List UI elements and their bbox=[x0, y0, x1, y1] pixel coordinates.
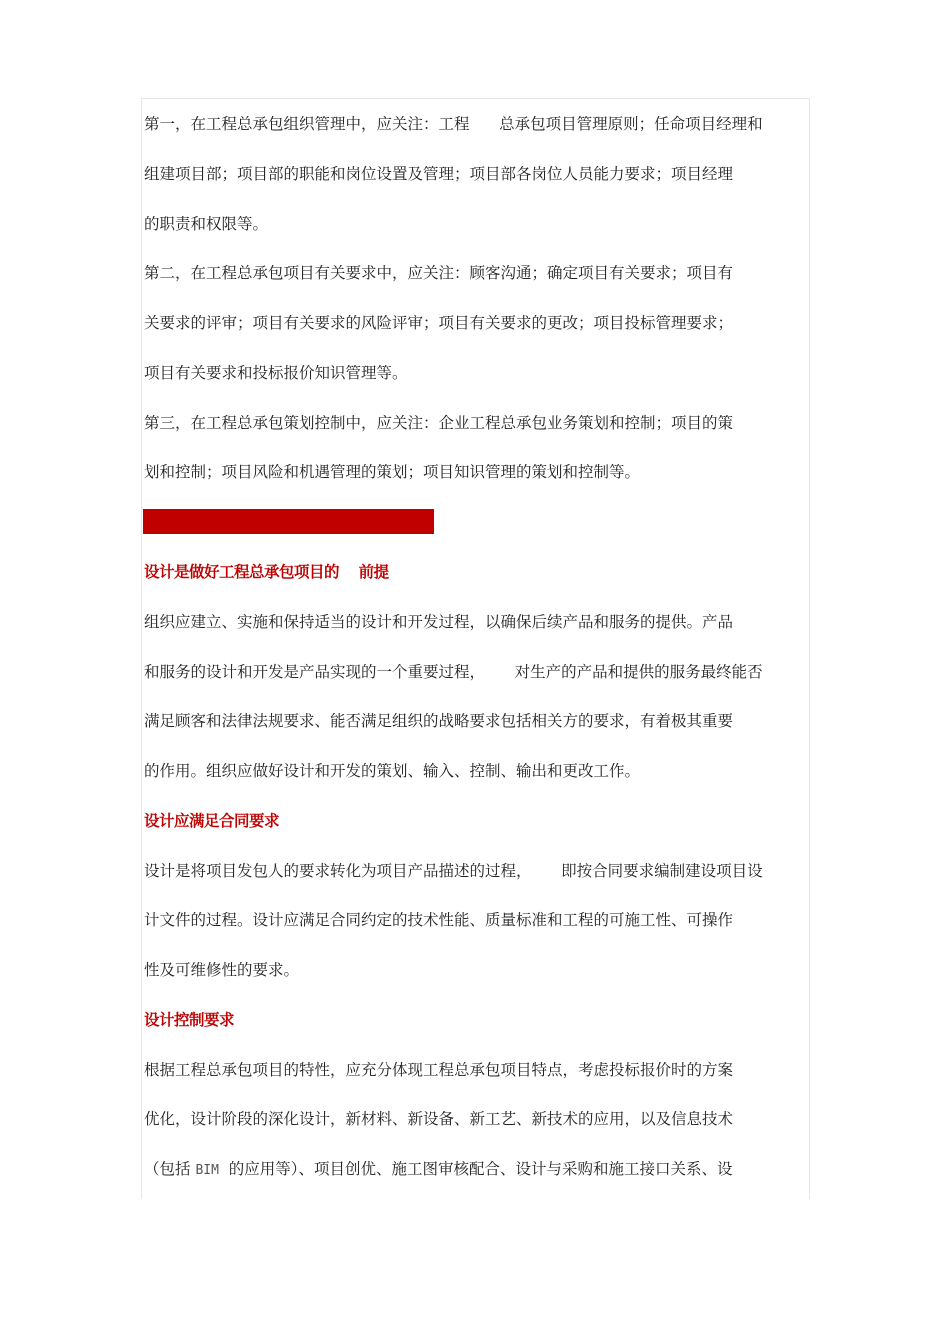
bim-term: BIM bbox=[195, 1163, 219, 1178]
section-heading-design-premise: 设计是做好工程总承包项目的 前提 bbox=[144, 563, 389, 581]
paragraph-6-line-3-start: （包括 bbox=[144, 1160, 196, 1178]
paragraph-6-line-3-end: 的应用等）、项目创优、施工图审核配合、设计与采购和施工接口关系、设 bbox=[218, 1160, 733, 1178]
paragraph-5-line-3: 性及可维修性的要求。 bbox=[144, 961, 300, 979]
paragraph-4-line-4: 的作用。组织应做好设计和开发的策划、输入、控制、输出和更改工作。 bbox=[144, 762, 641, 780]
paragraph-5-line-2: 计文件的过程。设计应满足合同约定的技术性能、质量标准和工程的可施工性、可操作 bbox=[144, 911, 734, 929]
paragraph-4-line-2: 和服务的设计和开发是产品实现的一个重要过程， 对生产的产品和提供的服务最终能否 bbox=[144, 663, 763, 681]
paragraph-1-line-1: 第一，在工程总承包组织管理中，应关注：工程 总承包项目管理原则；任命项目经理和 bbox=[144, 115, 763, 133]
paragraph-1-line-2: 组建项目部；项目部的职能和岗位设置及管理；项目部各岗位人员能力要求；项目经理 bbox=[144, 165, 734, 183]
paragraph-6-line-3 bbox=[144, 1159, 733, 1181]
paragraph-3-line-1: 第三，在工程总承包策划控制中，应关注：企业工程总承包业务策划和控制；项目的策 bbox=[144, 414, 734, 432]
paragraph-1-line-3: 的职责和权限等。 bbox=[144, 215, 269, 233]
paragraph-3-line-2: 划和控制；项目风险和机遇管理的策划；项目知识管理的策划和控制等。 bbox=[144, 463, 641, 481]
section-heading-contract-requirements: 设计应满足合同要求 bbox=[144, 812, 280, 830]
paragraph-2-line-1: 第二，在工程总承包项目有关要求中，应关注：顾客沟通；确定项目有关要求；项目有 bbox=[144, 264, 734, 282]
paragraph-6-line-2: 优化，设计阶段的深化设计，新材料、新设备、新工艺、新技术的应用，以及信息技术 bbox=[144, 1110, 734, 1128]
paragraph-4-line-3: 满足顾客和法律法规要求、能否满足组织的战略要求包括相关方的要求，有着极其重要 bbox=[144, 712, 734, 730]
paragraph-4-line-1: 组织应建立、实施和保持适当的设计和开发过程，以确保后续产品和服务的提供。产品 bbox=[144, 613, 734, 631]
section-divider-bar bbox=[143, 509, 434, 534]
paragraph-6-line-1: 根据工程总承包项目的特性，应充分体现工程总承包项目特点，考虑投标报价时的方案 bbox=[144, 1061, 734, 1079]
paragraph-2-line-3: 项目有关要求和投标报价知识管理等。 bbox=[144, 364, 408, 382]
paragraph-2-line-2: 关要求的评审；项目有关要求的风险评审；项目有关要求的更改；项目投标管理要求； bbox=[144, 314, 734, 332]
paragraph-5-line-1: 设计是将项目发包人的要求转化为项目产品描述的过程， 即按合同要求编制建设项目设 bbox=[144, 862, 763, 880]
section-heading-design-control: 设计控制要求 bbox=[144, 1011, 235, 1029]
